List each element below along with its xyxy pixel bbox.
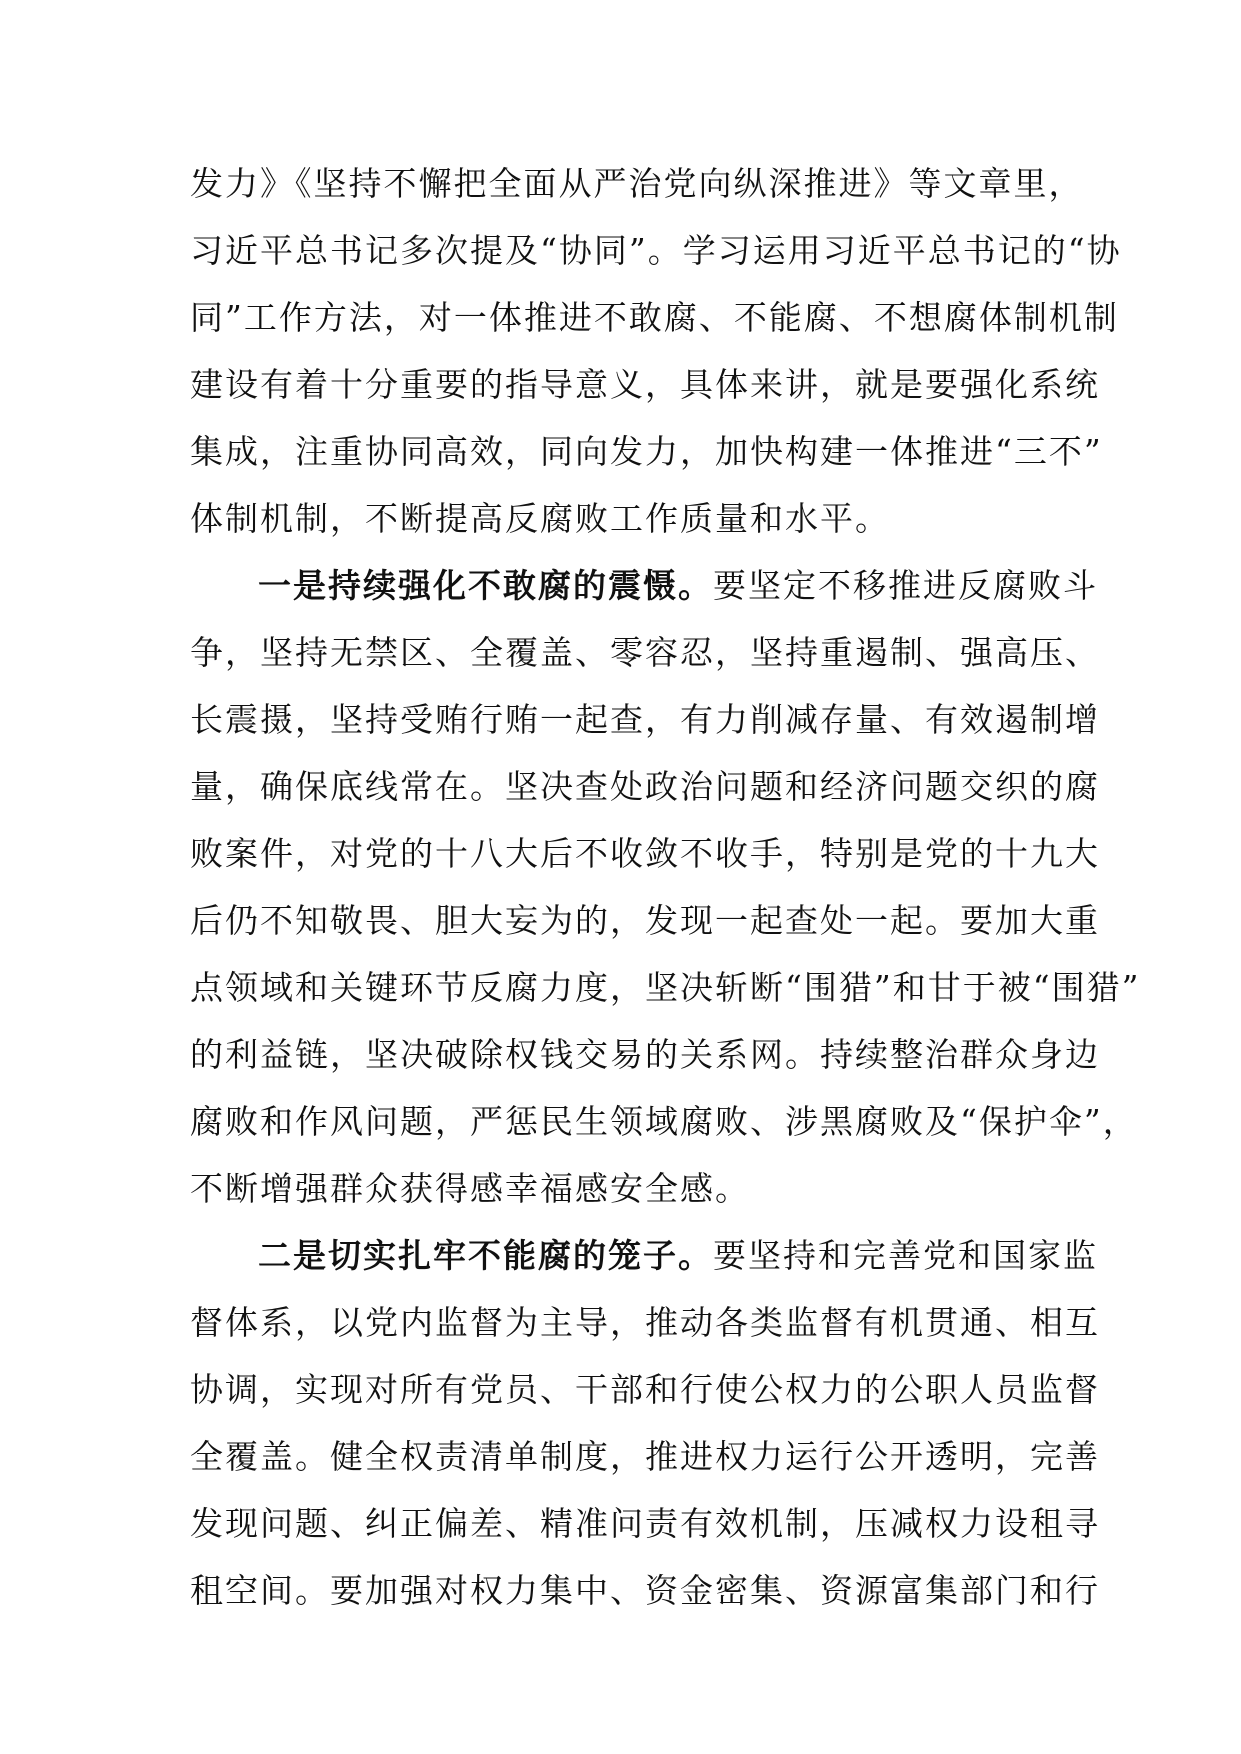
paragraph-one-line-3: 长震摄，坚持受贿行贿一起查，有力削减存量、有效遏制增 <box>190 700 1100 739</box>
paragraph-two-line-4: 全覆盖。健全权责清单制度，推进权力运行公开透明，完善 <box>190 1437 1100 1476</box>
paragraph-two-line-3: 协调，实现对所有党员、干部和行使公权力的公职人员监督 <box>190 1370 1100 1409</box>
paragraph-two-heading: 二是切实扎牢不能腐的笼子。 <box>258 1236 713 1275</box>
paragraph-two-first-line-rest: 要坚持和完善党和国家监 <box>713 1236 1098 1275</box>
paragraph-one-first-line <box>190 552 1098 619</box>
intro-line-6: 体制机制，不断提高反腐败工作质量和水平。 <box>190 499 890 538</box>
intro-line-4: 建设有着十分重要的指导意义，具体来讲，就是要强化系统 <box>190 365 1100 404</box>
paragraph-one-line-4: 量，确保底线常在。坚决查处政治问题和经济问题交织的腐 <box>190 767 1100 806</box>
paragraph-one-line-5: 败案件，对党的十八大后不收敛不收手，特别是党的十九大 <box>190 834 1100 873</box>
paragraph-one-line-2: 争，坚持无禁区、全覆盖、零容忍，坚持重遏制、强高压、 <box>190 633 1100 672</box>
intro-line-2: 习近平总书记多次提及“协同”。学习运用习近平总书记的“协 <box>190 231 1122 270</box>
intro-line-5: 集成，注重协同高效，同向发力，加快构建一体推进“三不” <box>190 432 1103 471</box>
paragraph-one-first-line-rest: 要坚定不移推进反腐败斗 <box>713 566 1098 605</box>
intro-line-3: 同”工作方法，对一体推进不敢腐、不能腐、不想腐体制机制 <box>190 298 1119 337</box>
paragraph-one-heading: 一是持续强化不敢腐的震慑。 <box>258 566 713 605</box>
paragraph-two-line-2: 督体系，以党内监督为主导，推动各类监督有机贯通、相互 <box>190 1303 1100 1342</box>
paragraph-two-line-5: 发现问题、纠正偏差、精准问责有效机制，压减权力设租寻 <box>190 1504 1100 1543</box>
paragraph-one-line-10: 不断增强群众获得感幸福感安全感。 <box>190 1169 750 1208</box>
paragraph-one-line-9: 腐败和作风问题，严惩民生领域腐败、涉黑腐败及“保护伞”， <box>190 1102 1138 1141</box>
body-text <box>190 150 1141 1624</box>
intro-line-1: 发力》《坚持不懈把全面从严治党向纵深推进》等文章里， <box>190 164 1084 203</box>
paragraph-two-line-6: 租空间。要加强对权力集中、资金密集、资源富集部门和行 <box>190 1571 1100 1610</box>
paragraph-one-line-8: 的利益链，坚决破除权钱交易的关系网。持续整治群众身边 <box>190 1035 1100 1074</box>
paragraph-two-first-line <box>190 1222 1098 1289</box>
paragraph-one-line-6: 后仍不知敬畏、胆大妄为的，发现一起查处一起。要加大重 <box>190 901 1100 940</box>
paragraph-one-line-7: 点领域和关键环节反腐力度，坚决斩断“围猎”和甘于被“围猎” <box>190 968 1141 1007</box>
